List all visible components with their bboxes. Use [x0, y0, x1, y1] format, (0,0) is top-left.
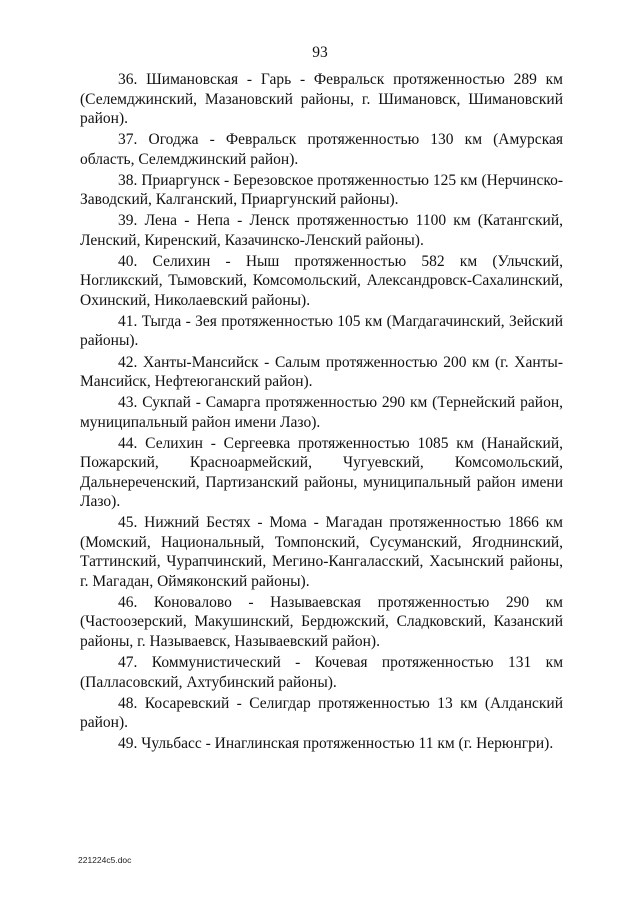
route-list	[80, 70, 563, 755]
route-entry-44: 44. Селихин - Сергеевка протяженностью 1085 км (Нанайский, Пожарский, Красноармейский, Чугуевский, Комсомольский, Дальнереченский, Партизанский районы, муниципальный район имени Лазо).	[80, 434, 563, 511]
route-entry-38: 38. Приаргунск - Березовское протяженностью 125 км (Нерчинско-Заводский, Калганский, Приаргунский районы).	[80, 171, 563, 209]
route-entry-42: 42. Ханты-Мансийск - Салым протяженностью 200 км (г. Ханты-Мансийск, Нефтеюганский район).	[80, 353, 563, 391]
footer-filename: 221224c5.doc	[78, 855, 132, 865]
route-entry-43: 43. Сукпай - Самарга протяженностью 290 км (Тернейский район, муниципальный район имени Лазо).	[80, 394, 563, 431]
route-entry-46: 46. Коновалово - Называевская протяженностью 290 км (Частоозерский, Макушинский, Бердюжский, Сладковский, Казанский районы, г. Называевск, Называевский район).	[80, 593, 563, 650]
route-entry-48: 48. Косаревский - Селигдар протяженностью 13 км (Алданский район).	[80, 694, 563, 732]
route-entry-40: 40. Селихин - Ныш протяженностью 582 км (Ульчский, Ногликский, Тымовский, Комсомольский, Александровск-Сахалинский, Охинский, Николаевский районы).	[80, 252, 563, 309]
route-entry-37: 37. Огоджа - Февральск протяженностью 130 км (Амурская область, Селемджинский район).	[80, 131, 563, 168]
route-entry-41: 41. Тыгда - Зея протяженностью 105 км (Магдагачинский, Зейский районы).	[80, 312, 563, 350]
route-entry-45: 45. Нижний Бестях - Мома - Магадан протяженностью 1866 км (Момский, Национальный, Томпонский, Сусуманский, Ягоднинский, Таттинский, Чурапчинский, Мегино-Кангаласский, Хасынский районы, г. Магадан, Оймяконский районы).	[80, 514, 563, 590]
page-number: 93	[312, 44, 328, 61]
route-entry-36: 36. Шимановская - Гарь - Февральск протяженностью 289 км (Селемджинский, Мазановский районы, г. Шимановск, Шимановский район).	[80, 71, 563, 127]
route-entry-39: 39. Лена - Непа - Ленск протяженностью 1100 км (Катангский, Ленский, Киренский, Казачинско-Ленский районы).	[80, 212, 563, 249]
route-entry-49: 49. Чульбасс - Инаглинская протяженностью 11 км (г. Нерюнгри).	[118, 735, 554, 753]
route-entry-47: 47. Коммунистический - Кочевая протяженностью 131 км (Палласовский, Ахтубинский районы).	[80, 654, 563, 691]
